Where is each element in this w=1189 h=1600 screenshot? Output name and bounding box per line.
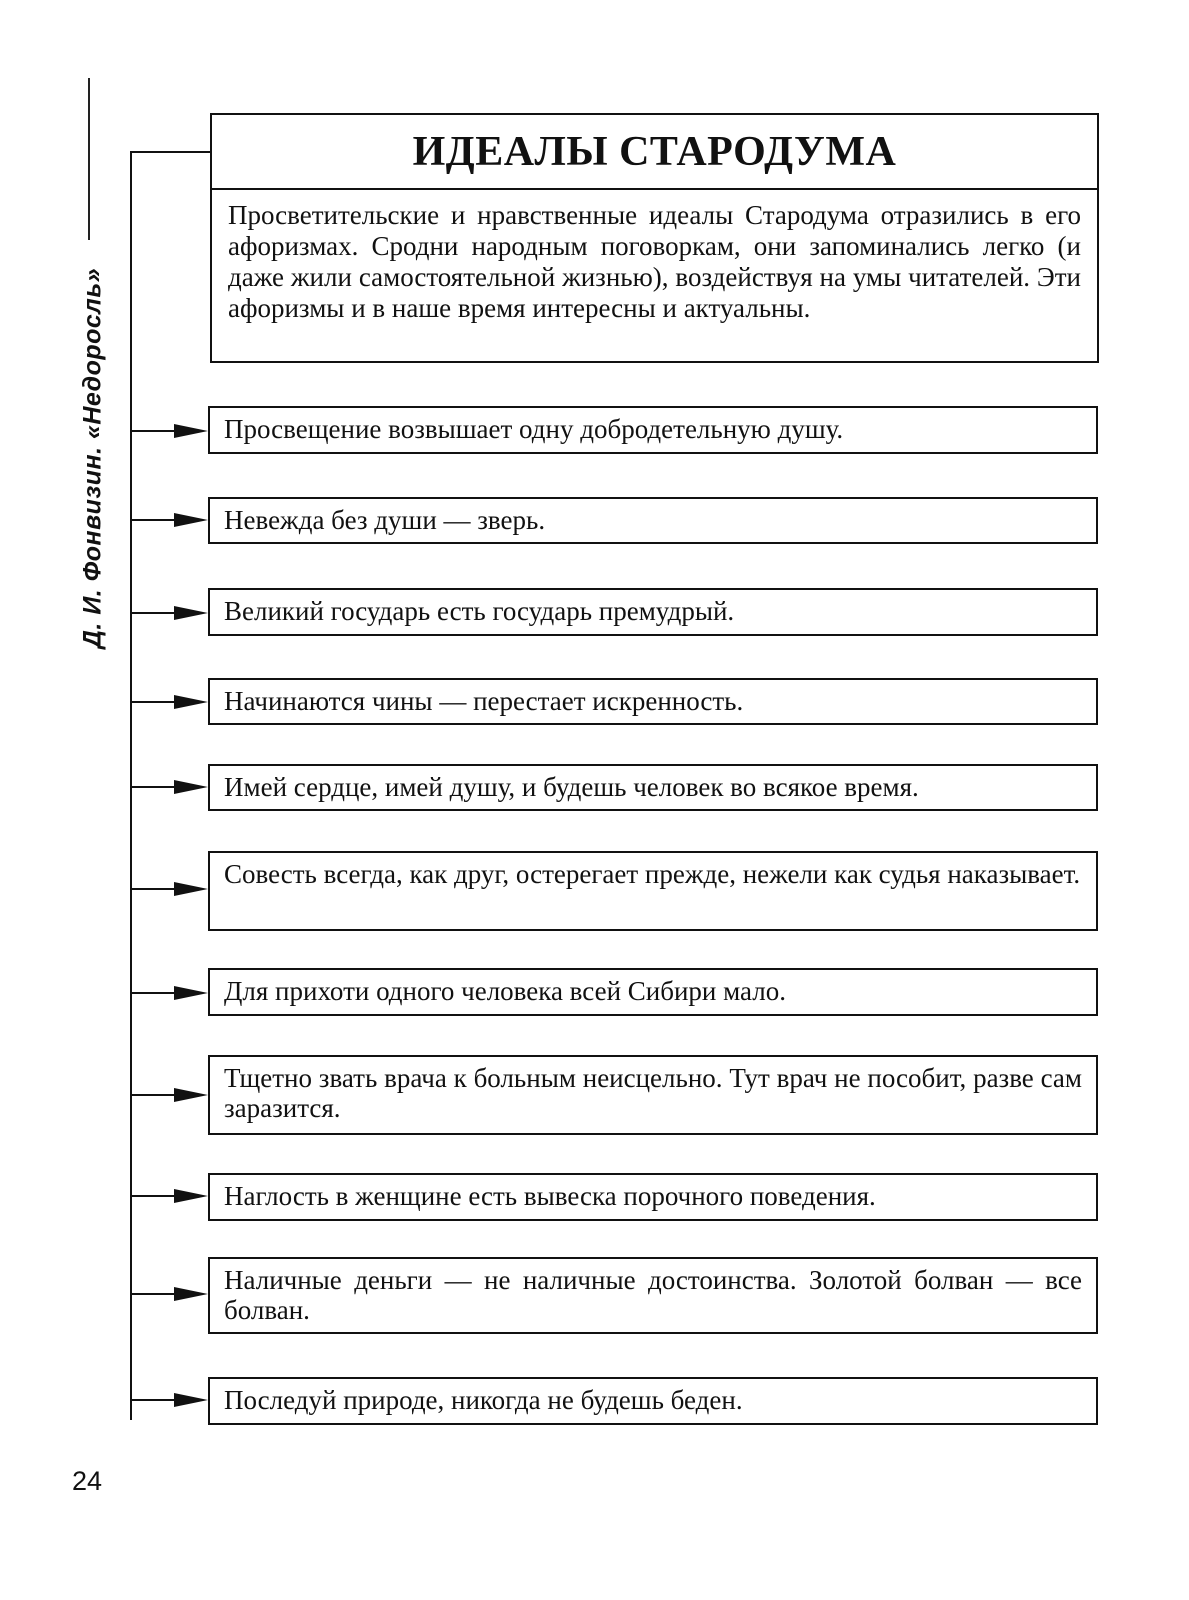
connector-title-stub <box>130 151 210 153</box>
arrow-head-6 <box>174 882 208 896</box>
arrow-head-1 <box>174 424 208 438</box>
aphorism-text-8: Тщетно звать врача к больным неисцельно. Тут врач не пособит, разве сам заразится. <box>224 1063 1082 1123</box>
arrow-line-6 <box>130 888 178 890</box>
arrow-head-10 <box>174 1287 208 1301</box>
aphorism-box-10 <box>208 1257 1098 1334</box>
arrow-line-10 <box>130 1293 178 1295</box>
arrow-head-2 <box>174 513 208 527</box>
arrow-line-4 <box>130 701 178 703</box>
diagram-title: ИДЕАЛЫ СТАРОДУМА <box>212 115 1097 190</box>
aphorism-text-1: Просвещение возвышает одну добродетельную душу. <box>224 414 844 444</box>
arrow-line-2 <box>130 519 178 521</box>
side-caption: Д. И. Фонвизин. «Недоросль» <box>78 267 107 649</box>
aphorism-text-10: Наличные деньги — не наличные достоинства. Золотой болван — все болван. <box>224 1265 1082 1325</box>
aphorism-text-11: Последуй природе, никогда не будешь беден. <box>224 1385 743 1415</box>
arrow-line-11 <box>130 1399 178 1401</box>
aphorism-text-2: Невежда без души — зверь. <box>224 505 546 535</box>
aphorism-box-1 <box>208 406 1098 454</box>
arrow-line-8 <box>130 1094 178 1096</box>
intro-text: Просветительские и нравственные идеалы Стародума отразились в его афоризмах. Сродни народным поговоркам, они запоминались легко (и даже жили самостоятельной жизнью), воздействуя на умы читателей. Эти афоризмы и в наше время интересны и актуальны. <box>228 200 1081 323</box>
arrow-head-3 <box>174 606 208 620</box>
arrow-line-1 <box>130 430 178 432</box>
arrow-line-7 <box>130 992 178 994</box>
arrow-head-7 <box>174 986 208 1000</box>
aphorism-box-2 <box>208 497 1098 544</box>
arrow-head-8 <box>174 1088 208 1102</box>
arrow-head-5 <box>174 780 208 794</box>
aphorism-text-3: Великий государь есть государь премудрый. <box>224 596 735 626</box>
arrow-line-3 <box>130 612 178 614</box>
arrow-line-9 <box>130 1195 178 1197</box>
aphorism-box-11 <box>208 1377 1098 1425</box>
side-rule <box>88 78 90 240</box>
aphorism-text-7: Для прихоти одного человека всей Сибири мало. <box>224 976 786 1006</box>
aphorism-box-6 <box>208 851 1098 931</box>
aphorism-box-5 <box>208 764 1098 811</box>
aphorism-box-9 <box>208 1173 1098 1221</box>
title-box <box>210 113 1099 363</box>
aphorism-box-4 <box>208 678 1098 725</box>
arrow-head-11 <box>174 1393 208 1407</box>
arrow-head-4 <box>174 695 208 709</box>
aphorism-text-5: Имей сердце, имей душу, и будешь человек во всякое время. <box>224 772 919 802</box>
page-number: 24 <box>72 1466 103 1496</box>
arrow-line-5 <box>130 786 178 788</box>
aphorism-text-9: Наглость в женщине есть вывеска порочного поведения. <box>224 1181 876 1211</box>
aphorism-box-8 <box>208 1055 1098 1135</box>
aphorism-box-3 <box>208 588 1098 636</box>
aphorism-text-4: Начинаются чины — перестает искренность. <box>224 686 744 716</box>
arrow-head-9 <box>174 1189 208 1203</box>
aphorism-box-7 <box>208 968 1098 1016</box>
aphorism-text-6: Совесть всегда, как друг, остерегает прежде, нежели как судья наказывает. <box>224 859 1081 889</box>
